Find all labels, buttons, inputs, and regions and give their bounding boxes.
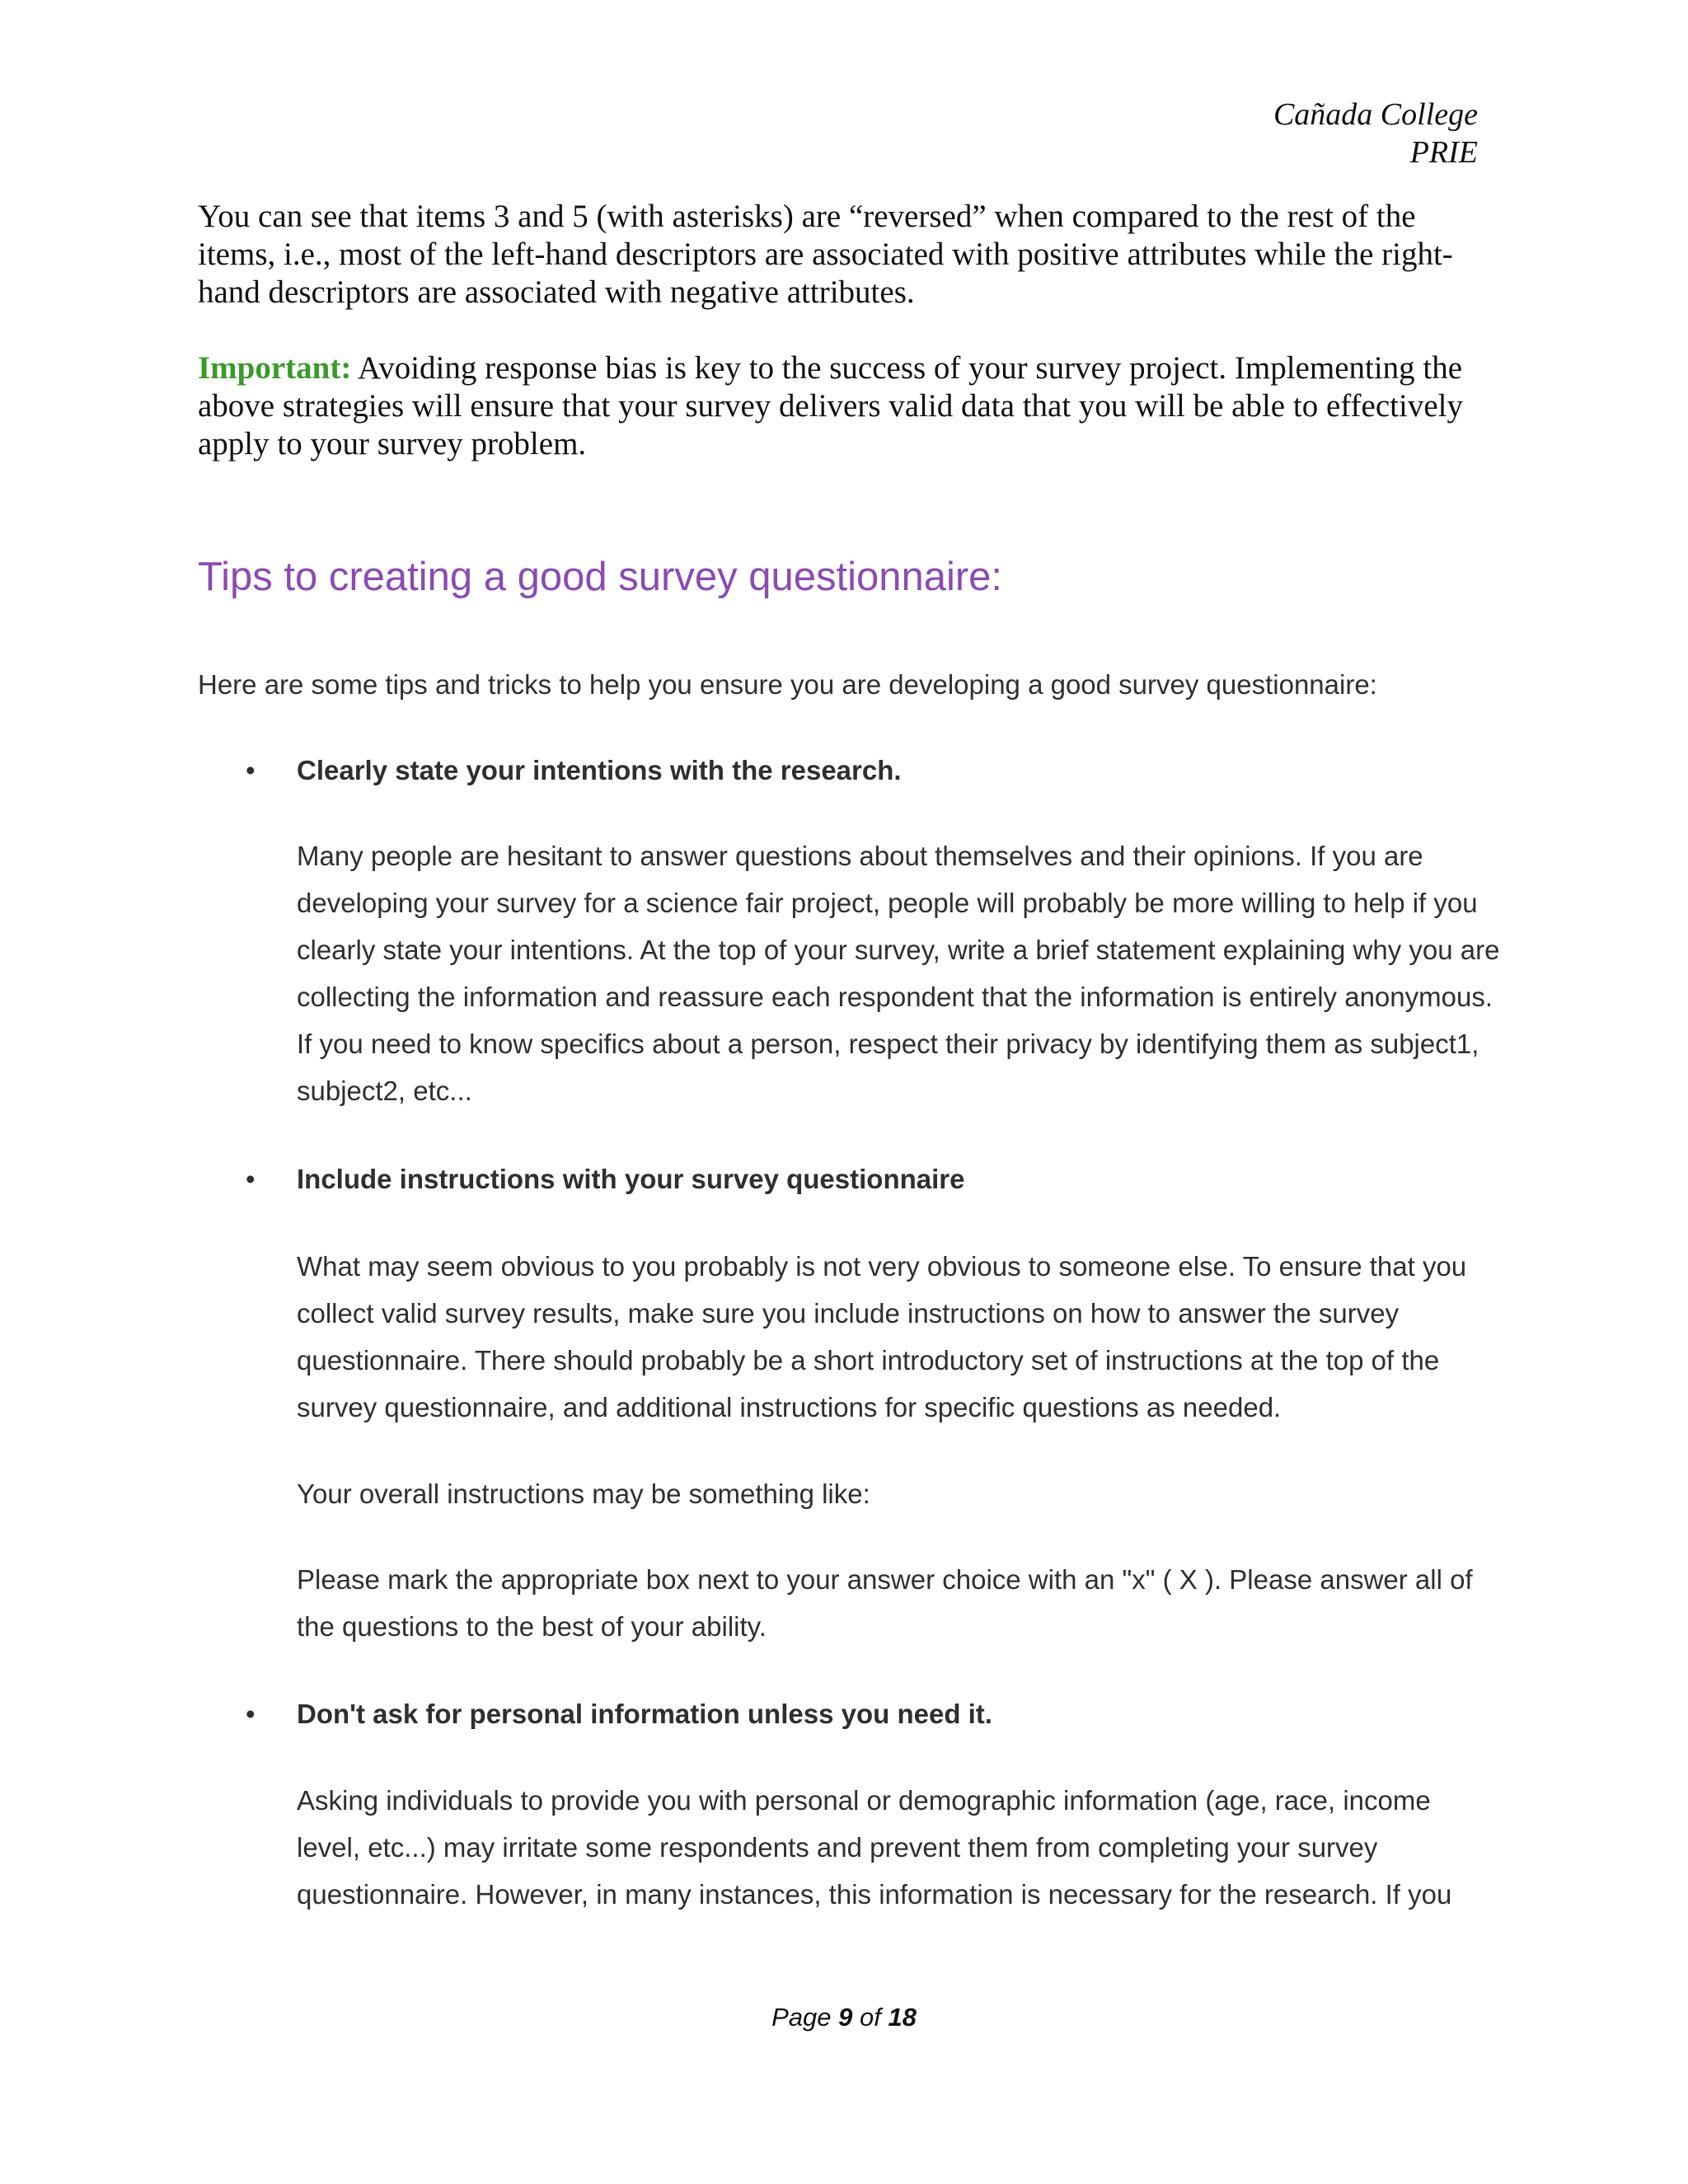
tip-body-example-instructions: Please mark the appropriate box next to your answer choice with an "x" ( X ). Please answer all of the questions to the best of your ability. (297, 1564, 1473, 1642)
tip-body-example-intro: Your overall instructions may be something like: (297, 1479, 870, 1509)
tip-body: Asking individuals to provide you with personal or demographic information (age, race, income level, etc...) may irritate some respondents and prevent them from completing your survey questionnaire. However, in many instances, this information is necessary for the research. If you (297, 1785, 1452, 1910)
important-label: Important: (198, 350, 352, 386)
footer-page-word: Page (771, 2003, 832, 2032)
footer-page-number: 9 (838, 2003, 853, 2032)
bullet-icon: • (246, 1699, 256, 1729)
bullet-icon: • (246, 755, 256, 785)
header-college: Cañada College (1273, 97, 1478, 132)
page-header (1273, 96, 1478, 171)
important-text: Avoiding response bias is key to the success of your survey project. Implementing the above strategies will ensure that your survey delivers valid data that you will be able to effectively apply to your survey problem. (198, 350, 1463, 462)
section-intro: Here are some tips and tricks to help you ensure you are developing a good survey questionnaire: (198, 669, 1377, 700)
bullet-icon: • (246, 1164, 256, 1194)
section-title: Tips to creating a good survey questionnaire: (198, 555, 1003, 599)
page-footer (0, 2003, 1688, 2032)
reversed-items-paragraph: You can see that items 3 and 5 (with asterisks) are “reversed” when compared to the rest of the items, i.e., most of the left-hand descriptors are associated with positive attributes while the right-hand descriptors are associated with negative attributes. (198, 199, 1453, 310)
tip-body: What may seem obvious to you probably is not very obvious to someone else. To ensure that you collect valid survey results, make sure you include instructions on how to answer the survey questionnaire. There should probably be a short introductory set of instructions at the top of the survey questionnaire, and additional instructions for specific questions as needed. (297, 1251, 1467, 1422)
tip-heading-text: Don't ask for personal information unless you need it. (297, 1699, 992, 1729)
tip-heading-text: Clearly state your intentions with the research. (297, 755, 902, 785)
footer-page-total: 18 (888, 2003, 917, 2032)
tip-body: Many people are hesitant to answer questions about themselves and their opinions. If you are developing your survey for a science fair project, people will probably be more willing to help if you clearly state your intentions. At the top of your survey, write a brief statement explaining why you are collecting the information and reassure each respondent that the information is entirely anonymous. If you need to know specifics about a person, respect their privacy by identifying them as subject1, subject2, etc... (297, 841, 1500, 1106)
header-dept: PRIE (1409, 135, 1478, 170)
important-paragraph (198, 349, 1500, 463)
tip-heading-text: Include instructions with your survey questionnaire (297, 1164, 965, 1194)
footer-of-word: of (859, 2003, 881, 2032)
